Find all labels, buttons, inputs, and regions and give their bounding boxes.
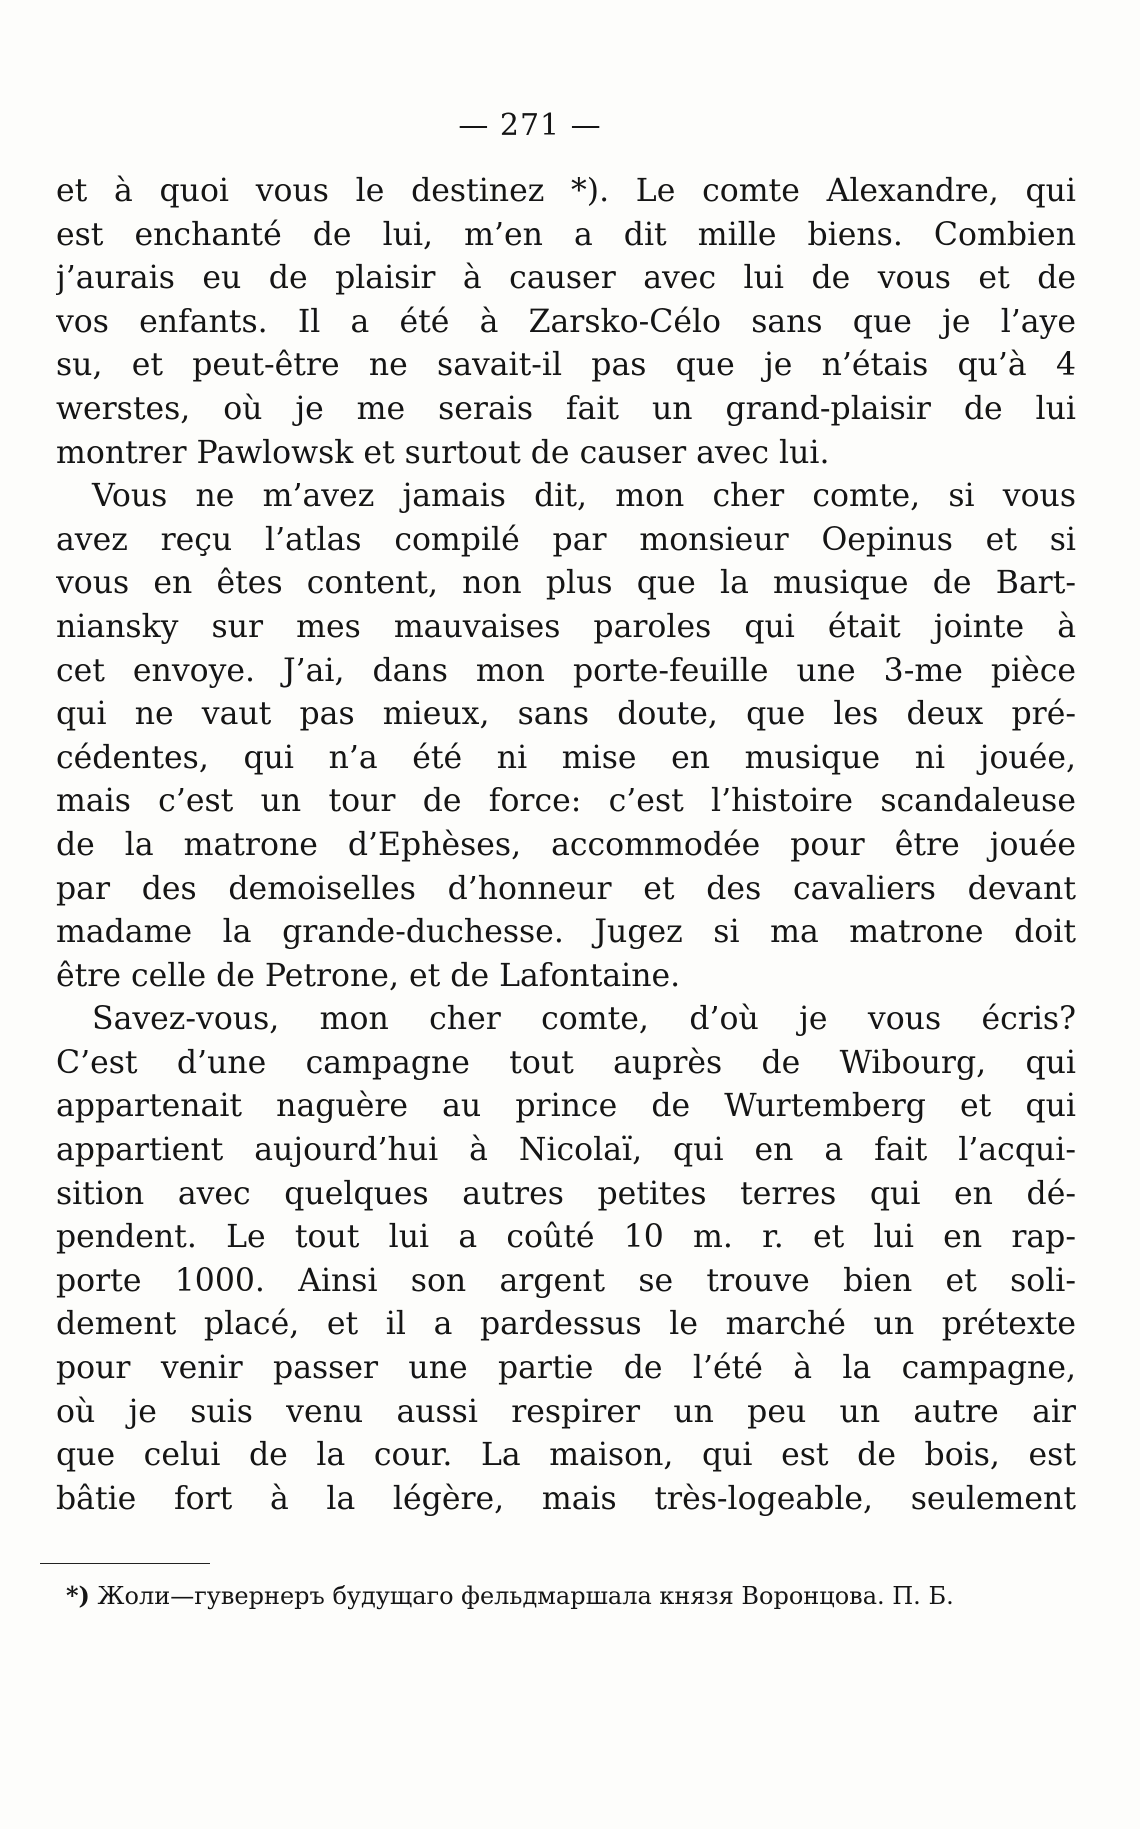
text-line: werstes, où je me serais fait un grand-plaisir de lui (56, 390, 1076, 427)
text-line: mais c’est un tour de force: c’est l’histoire scandaleuse (56, 783, 1076, 820)
text-line: vous en êtes content, non plus que la musique de Bart- (56, 565, 1076, 602)
text-line: appartient aujourd’hui à Nicolaï, qui en a fait l’acqui- (56, 1132, 1076, 1169)
footnote-text: Жоли—гувернеръ будущаго фельдмаршала князя Воронцова. П. Б. (97, 1582, 954, 1610)
text-line: est enchanté de lui, m’en a dit mille biens. Combien (56, 216, 1076, 253)
text-line: où je suis venu aussi respirer un peu un autre air (56, 1393, 1076, 1430)
text-line: qui ne vaut pas mieux, sans doute, que les deux pré- (56, 696, 1076, 733)
text-line: madame la grande-duchesse. Jugez si ma matrone doit (56, 914, 1076, 951)
text-line: par des demoiselles d’honneur et des cavaliers devant (56, 870, 1076, 907)
text-line: su, et peut-être ne savait-il pas que je n’étais qu’à 4 (56, 347, 1076, 384)
text-line: j’aurais eu de plaisir à causer avec lui de vous et de (56, 260, 1076, 297)
footnote-divider (40, 1563, 210, 1564)
text-line: Savez-vous, mon cher comte, d’où je vous écris? (92, 1001, 1076, 1038)
text-line: pour venir passer une partie de l’été à la campagne, (56, 1350, 1076, 1387)
text-line: porte 1000. Ainsi son argent se trouve bien et soli- (56, 1262, 1076, 1299)
footnote (66, 1580, 1056, 1612)
text-line: cet envoye. J’ai, dans mon porte-feuille une 3-me pièce (56, 652, 1076, 689)
text-line: cédentes, qui n’a été ni mise en musique ni jouée, (56, 739, 1076, 776)
footnote-mark: *) (66, 1581, 90, 1610)
text-line: appartenait naguère au prince de Wurtemberg et qui (56, 1088, 1076, 1125)
text-line: et à quoi vous le destinez *). Le comte Alexandre, qui (56, 173, 1076, 209)
text-line: vos enfants. Il a été à Zarsko-Célo sans que je l’aye (56, 303, 1076, 340)
text-line: C’est d’une campagne tout auprès de Wibourg, qui (56, 1044, 1076, 1081)
text-line: sition avec quelques autres petites terres qui en dé- (56, 1175, 1076, 1212)
text-line: de la matrone d’Ephèses, accommodée pour être jouée (56, 826, 1076, 863)
text-line: niansky sur mes mauvaises paroles qui était jointe à (56, 608, 1076, 645)
text-line: dement placé, et il a pardessus le marché un prétexte (56, 1306, 1076, 1343)
body-text (56, 170, 1076, 1521)
page-number: — 271 — (458, 108, 602, 143)
text-line: pendent. Le tout lui a coûté 10 m. r. et lui en rap- (56, 1219, 1076, 1256)
text-line: Vous ne m’avez jamais dit, mon cher comte, si vous (92, 478, 1076, 515)
text-line: avez reçu l’atlas compilé par monsieur Oepinus et si (56, 521, 1076, 558)
text-line: que celui de la cour. La maison, qui est de bois, est (56, 1437, 1076, 1474)
text-line: être celle de Petrone, et de Lafontaine. (56, 957, 681, 994)
text-line: bâtie fort à la légère, mais très-logeable, seulement (56, 1480, 1076, 1517)
text-line: montrer Pawlowsk et surtout de causer avec lui. (56, 434, 830, 471)
